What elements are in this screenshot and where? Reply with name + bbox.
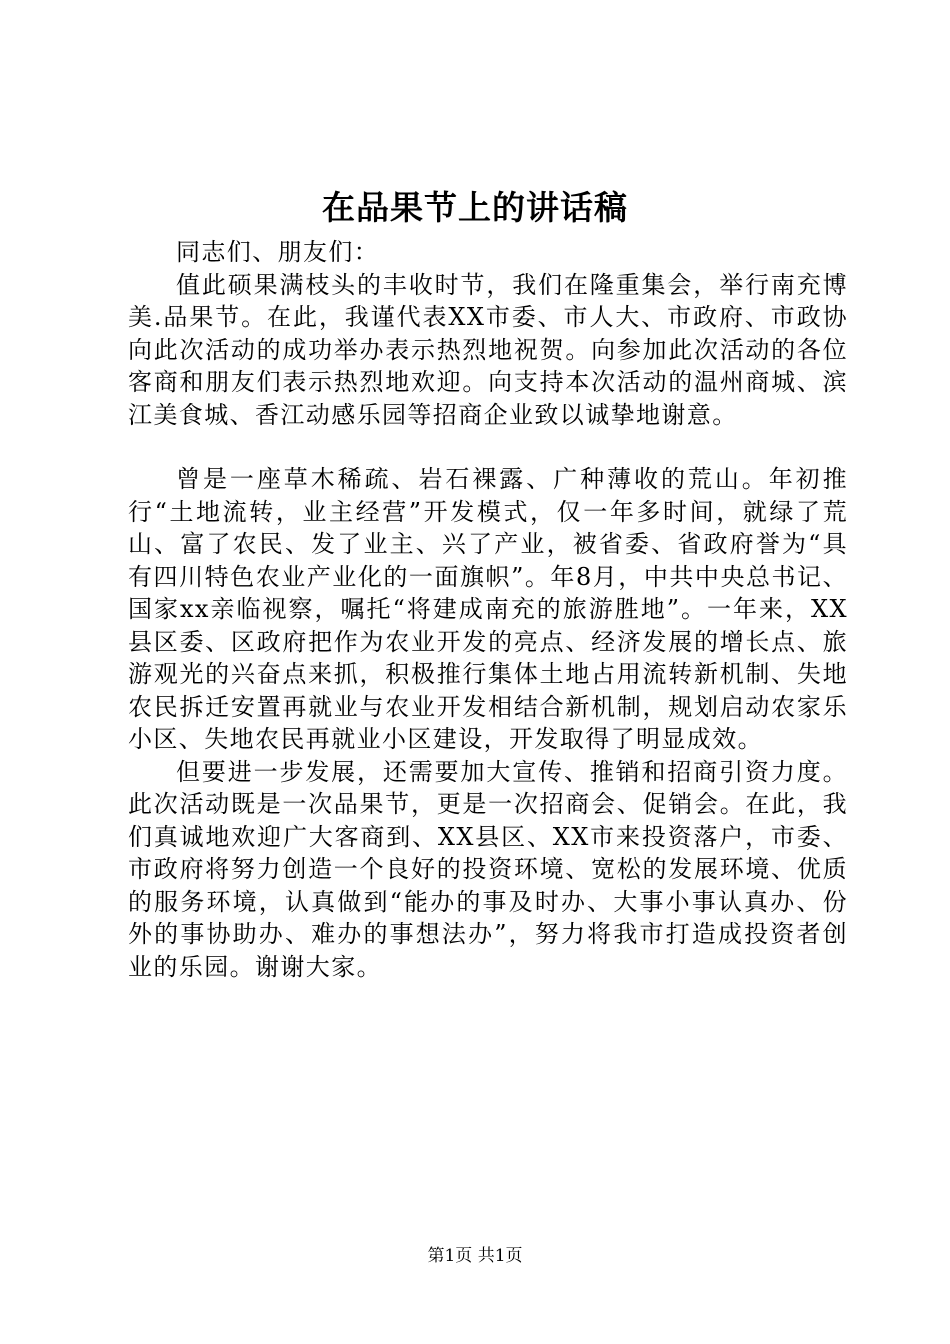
document-body [128, 236, 848, 983]
document-title: 在品果节上的讲话稿 [322, 188, 628, 227]
paragraph-1: 值此硕果满枝头的丰收时节，我们在隆重集会，举行南充博美.品果节。在此，我谨代表XX市委、市人大、市政府、市政协向此次活动的成功举办表示热烈地祝贺。向参加此次活动的各位客商和朋友们表示热烈地欢迎。向支持本次活动的温州商城、滨江美食城、香江动感乐园等招商企业致以诚挚地谢意。 [128, 270, 848, 429]
paragraph-3: 但要进一步发展，还需要加大宣传、推销和招商引资力度。此次活动既是一次品果节，更是一次招商会、促销会。在此，我们真诚地欢迎广大客商到、XX县区、XX市来投资落户，市委、市政府将努力创造一个良好的投资环境、宽松的发展环境、优质的服务环境，认真做到“能办的事及时办、大事小事认真办、份外的事协助办、难办的事想法办”，努力将我市打造成投资者创业的乐园。谢谢大家。 [128, 757, 848, 981]
page-number-footer: 第1页 共1页 [427, 1246, 523, 1266]
salutation: 同志们、朋友们： [176, 238, 380, 266]
paragraph-2: 曾是一座草木稀疏、岩石裸露、广种薄收的荒山。年初推行“土地流转，业主经营”开发模式，仅一年多时间，就绿了荒山、富了农民、发了业主、兴了产业，被省委、省政府誉为“具有四川特色农业产业化的一面旗帜”。年8月，中共中央总书记、国家xx亲临视察，嘱托“将建成南充的旅游胜地”。一年来，XX县区委、区政府把作为农业开发的亮点、经济发展的增长点、旅游观光的兴奋点来抓，积极推行集体土地占用流转新机制、失地农民拆迁安置再就业与农业开发相结合新机制，规划启动农家乐小区、失地农民再就业小区建设，开发取得了明显成效。 [128, 465, 848, 753]
